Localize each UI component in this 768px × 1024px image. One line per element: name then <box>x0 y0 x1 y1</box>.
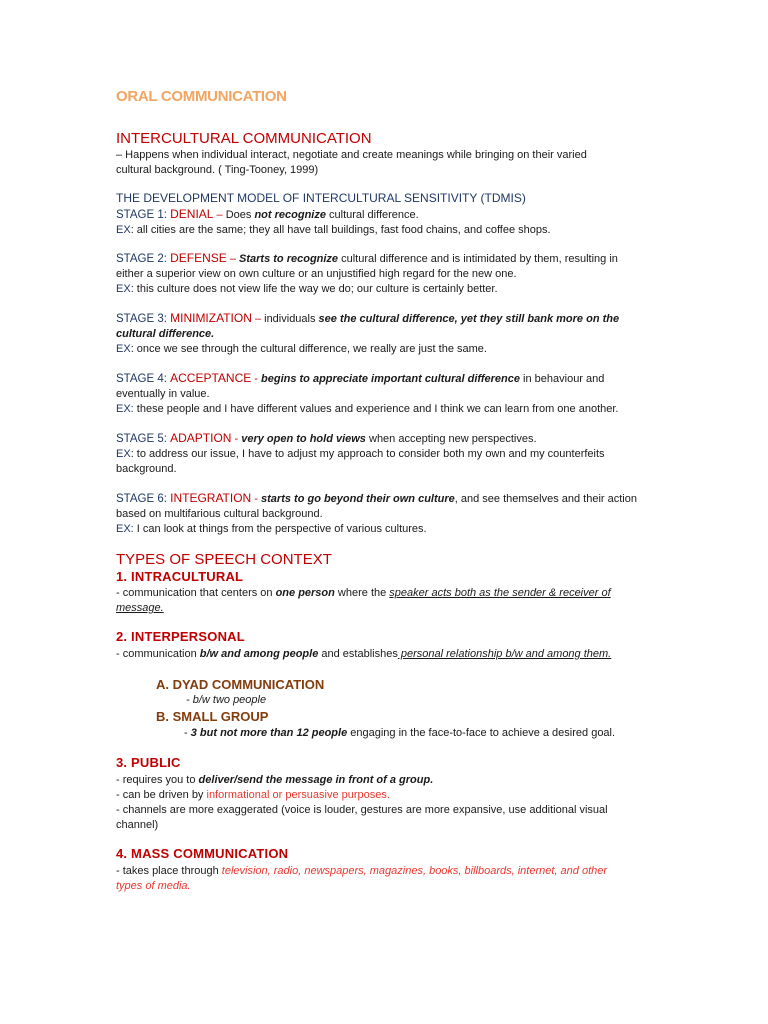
stage-dash: – <box>251 313 265 325</box>
stage-1 <box>116 207 656 238</box>
stage-text-cont: based on multifarious cultural background. <box>116 508 323 520</box>
stage-name: ACCEPTANCE <box>170 371 252 385</box>
document-title: ORAL COMMUNICATION <box>116 88 287 105</box>
intercultural-heading: INTERCULTURAL COMMUNICATION <box>116 130 372 147</box>
stage-emphasis: see the cultural difference, yet they still bank more on the <box>318 313 620 325</box>
stage-label: STAGE 5: <box>116 433 171 445</box>
stage-label: STAGE 2: <box>116 253 171 265</box>
speech-context-heading-block <box>116 551 656 569</box>
stage-label: STAGE 4: <box>116 373 171 385</box>
context-emphasis: deliver/send the message in front of a group. <box>198 774 434 786</box>
context-text: - can be driven by <box>116 789 207 801</box>
context-text-cont: channel) <box>116 819 159 831</box>
small-group-block <box>156 709 656 741</box>
intercultural-section <box>116 130 656 178</box>
example-text: : once we see through the cultural difference, we really are just the same. <box>130 343 487 355</box>
intracultural-block <box>116 569 656 616</box>
stage-text: in behaviour and <box>519 373 605 385</box>
context-text: - channels are more exaggerated (voice is louder, gestures are more expansive, use additional visual <box>116 804 608 816</box>
context-text: - <box>184 727 191 739</box>
context-highlight: informational or persuasive purposes. <box>206 789 390 801</box>
example-label: EX: <box>116 403 134 415</box>
model-title-block <box>116 191 656 206</box>
intercultural-definition-cont: cultural background. ( Ting-Tooney, 1999) <box>116 164 319 176</box>
stage-label: STAGE 1: <box>116 209 171 221</box>
stage-text: cultural difference. <box>325 209 419 221</box>
context-text: engaging in the face-to-face to achieve a desired goal. <box>347 727 616 739</box>
dyad-heading: A. DYAD COMMUNICATION <box>156 677 325 692</box>
context-text: - requires you to <box>116 774 199 786</box>
stage-4 <box>116 371 656 417</box>
stage-dash: - <box>231 433 242 445</box>
stage-emphasis: begins to appreciate important cultural difference <box>261 373 520 385</box>
stage-name: MINIMIZATION <box>170 311 252 325</box>
stage-6 <box>116 491 656 537</box>
context-text: - takes place through <box>116 865 222 877</box>
stage-emphasis: very open to hold views <box>241 433 366 445</box>
stage-name: ADAPTION <box>170 431 232 445</box>
context-underlined-cont: message. <box>116 602 164 614</box>
stage-emphasis-cont: cultural difference. <box>116 328 215 340</box>
stage-name: INTEGRATION <box>170 491 252 505</box>
context-emphasis: b/w and among people <box>199 648 319 660</box>
context-text: and establishes <box>318 648 398 660</box>
stage-2 <box>116 251 656 297</box>
example-label: EX: <box>116 523 134 535</box>
example-text-cont: background. <box>116 463 177 475</box>
stage-text: Does <box>225 209 255 221</box>
mass-block <box>116 846 656 894</box>
interpersonal-block <box>116 629 656 662</box>
stage-text: cultural difference and is intimidated by them, resulting in <box>338 253 618 265</box>
stage-dash: - <box>251 493 262 505</box>
context-emphasis: 3 but not more than 12 people <box>190 727 348 739</box>
stage-dash: – <box>213 209 226 221</box>
example-text: : this culture does not view life the way we do; our culture is certainly better. <box>130 283 498 295</box>
context-underlined: personal relationship b/w and among them. <box>397 648 612 660</box>
stage-text: when accepting new perspectives. <box>365 433 537 445</box>
stage-3 <box>116 311 656 357</box>
example-text: I can look at things from the perspective of various cultures. <box>133 523 427 535</box>
context-highlight-cont: types of media. <box>116 880 191 892</box>
stage-text-cont: eventually in value. <box>116 388 210 400</box>
interpersonal-heading: 2. INTERPERSONAL <box>116 629 245 644</box>
stage-dash: – <box>226 253 240 265</box>
context-underlined: speaker acts both as the sender & receiver of <box>389 587 611 599</box>
stage-emphasis: not recognize <box>254 209 326 221</box>
stage-emphasis: starts to go beyond their own culture <box>261 493 455 505</box>
context-highlight: television, radio, newspapers, magazines, books, billboards, internet, and other <box>221 865 608 877</box>
intercultural-definition: – Happens when individual interact, negotiate and create meanings while bringing on their varied <box>116 149 587 161</box>
stage-emphasis: Starts to recognize <box>239 253 339 265</box>
model-title: THE DEVELOPMENT MODEL OF INTERCULTURAL SENSITIVITY (TDMIS) <box>116 191 526 205</box>
stage-dash: - <box>251 373 262 385</box>
dyad-text: - b/w two people <box>186 694 267 706</box>
example-text: : all cities are the same; they all have tall buildings, fast food chains, and coffee shops. <box>130 224 551 236</box>
speech-context-heading: TYPES OF SPEECH CONTEXT <box>116 551 332 568</box>
stage-name: DENIAL <box>170 207 214 221</box>
document-title-block <box>116 89 656 104</box>
dyad-block <box>156 677 656 708</box>
stage-text: individuals <box>264 313 319 325</box>
public-block <box>116 755 656 833</box>
public-heading: 3. PUBLIC <box>116 755 181 770</box>
context-emphasis: one person <box>275 587 335 599</box>
example-label: EX <box>116 283 131 295</box>
intracultural-heading: 1. INTRACULTURAL <box>116 569 244 584</box>
mass-heading: 4. MASS COMMUNICATION <box>116 846 289 861</box>
small-group-heading: B. SMALL GROUP <box>156 709 269 724</box>
context-text: - communication <box>116 648 200 660</box>
stage-text-cont: either a superior view on own culture or an unjustified high regard for the new one. <box>116 268 517 280</box>
stage-label: STAGE 3: <box>116 313 171 325</box>
stage-name: DEFENSE <box>170 251 227 265</box>
stage-label: STAGE 6: <box>116 493 171 505</box>
stage-text: , and see themselves and their action <box>454 493 637 505</box>
example-label: EX <box>116 224 131 236</box>
context-text: where the <box>334 587 390 599</box>
example-label: EX <box>116 343 131 355</box>
example-text: these people and I have different values and experience and I think we can learn from one another. <box>133 403 619 415</box>
stage-5 <box>116 431 656 477</box>
context-text: - communication that centers on <box>116 587 276 599</box>
example-label: EX <box>116 448 131 460</box>
example-text: : to address our issue, I have to adjust my approach to consider both my own and my counterfeits <box>130 448 605 460</box>
